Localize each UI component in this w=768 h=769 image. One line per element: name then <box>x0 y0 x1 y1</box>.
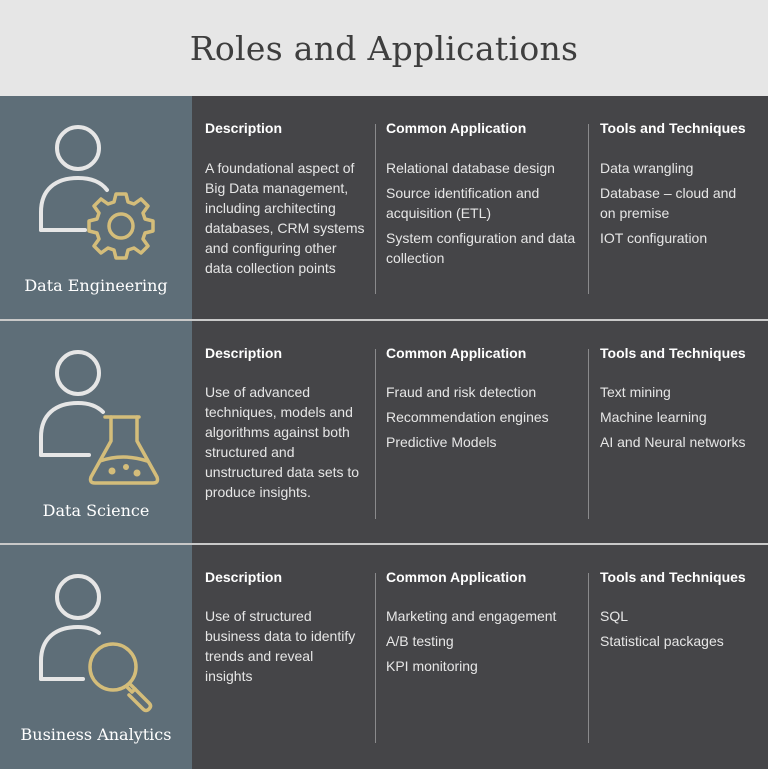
list-item: Text mining <box>600 384 671 400</box>
list-item: Statistical packages <box>600 633 724 649</box>
role-row-business-analytics <box>0 545 768 769</box>
role-label-panel <box>0 545 192 769</box>
tools-heading: Tools and Techniques <box>600 345 746 361</box>
person-magnifier-icon <box>33 569 163 719</box>
list-item: A/B testing <box>386 633 454 649</box>
application-column <box>386 96 586 320</box>
list-item: SQL <box>600 608 629 624</box>
application-column <box>386 545 586 769</box>
tools-list <box>600 382 746 457</box>
tools-column <box>600 321 765 543</box>
list-item: Data wrangling <box>600 160 694 176</box>
application-heading: Common Application <box>386 120 527 136</box>
column-divider <box>588 349 589 519</box>
header <box>0 0 768 96</box>
role-title: Data Engineering <box>24 276 168 295</box>
application-column <box>386 321 586 543</box>
role-details-panel <box>192 545 768 769</box>
list-item: Relational database design <box>386 160 555 176</box>
tools-heading: Tools and Techniques <box>600 120 746 136</box>
description-heading: Description <box>205 345 283 361</box>
description-text: Use of structured business data to identify trends and reveal insights <box>205 608 356 684</box>
description-text: A foundational aspect of Big Data management, including architecting databases, CRM systems and configuring other data collection points <box>205 160 365 276</box>
description-column <box>205 96 375 320</box>
person-flask-icon <box>33 345 163 495</box>
column-divider <box>375 573 376 743</box>
list-item: IOT configuration <box>600 230 708 246</box>
column-divider <box>375 349 376 519</box>
column-divider <box>375 124 376 294</box>
list-item: AI and Neural networks <box>600 434 746 450</box>
tools-list <box>600 606 724 656</box>
list-item: Recommendation engines <box>386 409 549 425</box>
tools-list <box>600 158 736 253</box>
list-item: Source identification and acquisition (ETL) <box>386 185 540 221</box>
list-item: Marketing and engagement <box>386 608 557 624</box>
application-heading: Common Application <box>386 569 527 585</box>
tools-column <box>600 96 765 320</box>
description-text: Use of advanced techniques, models and algorithms against both structured and unstructured data sets to produce insights. <box>205 384 360 500</box>
role-label-panel <box>0 96 192 320</box>
application-list <box>386 606 556 681</box>
role-label-panel <box>0 321 192 543</box>
list-item: Database – cloud and on premise <box>600 185 737 221</box>
role-title: Business Analytics <box>20 725 172 744</box>
application-list <box>386 382 549 457</box>
tools-heading: Tools and Techniques <box>600 569 746 585</box>
role-title: Data Science <box>42 501 150 520</box>
description-column <box>205 321 375 543</box>
page-title: Roles and Applications <box>189 28 579 68</box>
description-column <box>205 545 375 769</box>
column-divider <box>588 124 589 294</box>
application-heading: Common Application <box>386 345 527 361</box>
description-heading: Description <box>205 120 283 136</box>
list-item: Predictive Models <box>386 434 497 450</box>
role-row-data-science <box>0 321 768 543</box>
column-divider <box>588 573 589 743</box>
list-item: Machine learning <box>600 409 707 425</box>
list-item: Fraud and risk detection <box>386 384 537 400</box>
list-item: KPI monitoring <box>386 658 478 674</box>
role-details-panel <box>192 96 768 320</box>
role-details-panel <box>192 321 768 543</box>
tools-column <box>600 545 765 769</box>
person-gear-icon <box>33 120 163 270</box>
role-row-data-engineering <box>0 96 768 320</box>
description-heading: Description <box>205 569 283 585</box>
list-item: System configuration and data collection <box>386 230 576 266</box>
application-list <box>386 158 575 273</box>
